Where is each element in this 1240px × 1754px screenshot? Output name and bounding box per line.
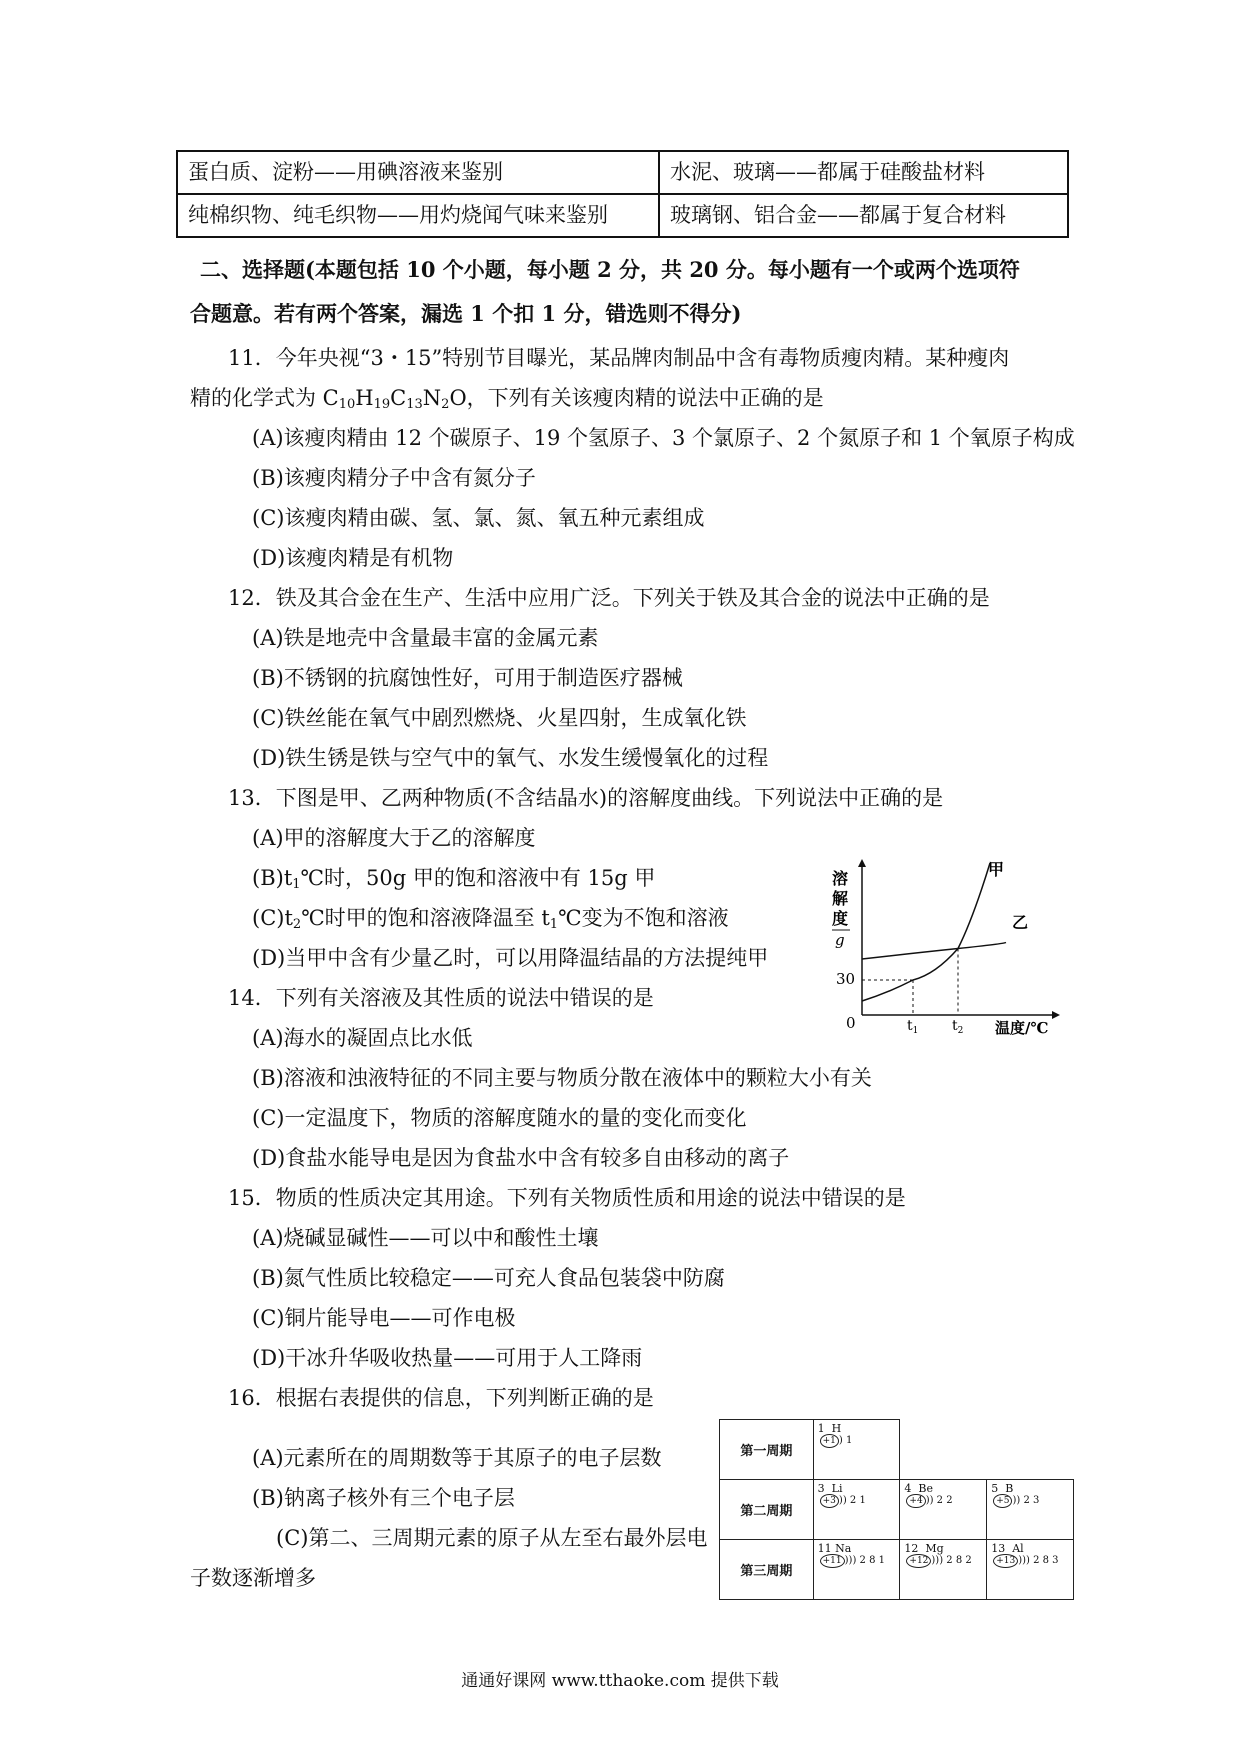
element-cell-li: 3 Li +3 )) 2 1: [813, 1480, 900, 1540]
q11-option-a: (A)该瘦肉精由 12 个碳原子、19 个氢原子、3 个氯原子、2 个氮原子和 1 个氧原子构成: [252, 426, 1075, 450]
element-cell-be: 4 Be +4 )) 2 2: [900, 1480, 987, 1540]
table-row: [177, 194, 1068, 237]
series-label-jia: 甲: [988, 860, 1005, 879]
table-cell: 玻璃钢、铝合金——都属于复合材料: [659, 194, 1068, 237]
x-tick-label-t1: $t_1$: [907, 1018, 919, 1036]
electron-diagram: +11 ))) 2 8 1: [820, 1554, 885, 1568]
q16-option-b: (B)钠离子核外有三个电子层: [252, 1486, 515, 1510]
q16-option-c: (C)第二、三周期元素的原子从左至右最外层电: [276, 1526, 708, 1550]
q13-stem: 13．下图是甲、乙两种物质(不含结晶水)的溶解度曲线。下列说法中正确的是: [228, 786, 944, 810]
y-axis-arrow: [858, 859, 866, 867]
origin-label: 0: [846, 1014, 856, 1032]
q12-stem: 12．铁及其合金在生产、生活中应用广泛。下列关于铁及其合金的说法中正确的是: [228, 586, 990, 610]
q14-option-a: (A)海水的凝固点比水低: [252, 1026, 473, 1050]
q16-stem: 16．根据右表提供的信息，下列判断正确的是: [228, 1386, 654, 1410]
q11-option-b: (B)该瘦肉精分子中含有氮分子: [252, 466, 536, 490]
q15-option-a: (A)烧碱显碱性——可以中和酸性土壤: [252, 1226, 599, 1250]
x-axis-arrow: [1052, 1011, 1060, 1019]
y-label-char: 解: [832, 889, 849, 908]
table-cell: 纯棉织物、纯毛织物——用灼烧闻气味来鉴别: [177, 194, 659, 237]
q12-option-d: (D)铁生锈是铁与空气中的氧气、水发生缓慢氧化的过程: [252, 746, 769, 770]
y-label-char: 度: [832, 909, 849, 928]
table-row: [177, 151, 1068, 194]
q15-option-b: (B)氮气性质比较稳定——可充人食品包装袋中防腐: [252, 1266, 725, 1290]
electron-diagram: +13 ))) 2 8 3: [993, 1554, 1058, 1568]
electron-diagram: +12 ))) 2 8 2: [906, 1554, 971, 1568]
q13-option-b: $(B)t_1℃$时，50g 甲的饱和溶液中有 15g 甲: [252, 866, 656, 892]
q15-stem: 15．物质的性质决定其用途。下列有关物质性质和用途的说法中错误的是: [228, 1186, 906, 1210]
q11-stem: 11．今年央视“3・15”特别节目曝光，某品牌肉制品中含有毒物质瘦肉精。某种瘦肉: [228, 346, 1010, 370]
element-cell-mg: 12 Mg +12 ))) 2 8 2: [900, 1540, 987, 1600]
y-label-char: 溶: [832, 869, 849, 888]
q14-option-b: (B)溶液和浊液特征的不同主要与物质分散在液体中的颗粒大小有关: [252, 1066, 872, 1090]
page-footer: 通通好课网 www.tthaoke.com 提供下载: [461, 1671, 779, 1691]
element-cell-na: 11 Na +11 ))) 2 8 1: [813, 1540, 900, 1600]
q14-option-d: (D)食盐水能导电是因为食盐水中含有较多自由移动的离子: [252, 1146, 790, 1170]
q11-stem-line2: 精的化学式为 $C_{10}H_{19}C_{13}N_2O$，下列有关该瘦肉精的说法中正确的是: [190, 386, 824, 412]
q12-option-c: (C)铁丝能在氧气中剧烈燃烧、火星四射，生成氧化铁: [252, 706, 747, 730]
q12-option-a: (A)铁是地壳中含量最丰富的金属元素: [252, 626, 599, 650]
comparison-table: [176, 150, 1069, 238]
q13-option-c: $(C)t_2℃$时甲的饱和溶液降温至 $t_1℃$变为不饱和溶液: [252, 906, 729, 932]
period-label: 第二周期: [720, 1480, 814, 1540]
y-tick-label: 30: [836, 970, 856, 988]
q15-option-c: (C)铜片能导电——可作电极: [252, 1306, 516, 1330]
q15-option-d: (D)干冰升华吸收热量——可用于人工降雨: [252, 1346, 643, 1370]
period-row-2: [720, 1480, 1074, 1540]
solubility-chart: [820, 855, 1065, 1040]
period-row-1: [720, 1420, 1074, 1480]
q16-option-a: (A)元素所在的周期数等于其原子的电子层数: [252, 1446, 662, 1470]
q14-stem: 14．下列有关溶液及其性质的说法中错误的是: [228, 986, 654, 1010]
q13-option-d: (D)当甲中含有少量乙时，可以用降温结晶的方法提纯甲: [252, 946, 769, 970]
electron-diagram: +1 ) 1: [820, 1434, 853, 1448]
period-label: 第三周期: [720, 1540, 814, 1600]
element-cell-al: 13 Al +13 ))) 2 8 3: [987, 1540, 1074, 1600]
y-unit: g: [835, 931, 845, 949]
q16-option-c-continued: 子数逐渐增多: [190, 1566, 316, 1590]
q14-option-c: (C)一定温度下，物质的溶解度随水的量的变化而变化: [252, 1106, 747, 1130]
period-row-3: [720, 1540, 1074, 1600]
series-line-yi: [862, 943, 1006, 960]
q12-option-b: (B)不锈钢的抗腐蚀性好，可用于制造医疗器械: [252, 666, 683, 690]
q11-option-c: (C)该瘦肉精由碳、氢、氯、氮、氧五种元素组成: [252, 506, 705, 530]
q11-option-d: (D)该瘦肉精是有机物: [252, 546, 454, 570]
section-heading-line2: 合题意。若有两个答案，漏选 1 个扣 1 分，错选则不得分): [190, 301, 742, 326]
period-label: 第一周期: [720, 1420, 814, 1480]
section-heading-line1: 二、选择题(本题包括 10 个小题，每小题 2 分，共 20 分。每小题有一个或两个选项符: [200, 257, 1020, 282]
table-cell: 水泥、玻璃——都属于硅酸盐材料: [659, 151, 1068, 194]
x-axis-label: 温度/℃: [995, 1019, 1049, 1037]
series-label-yi: 乙: [1012, 913, 1029, 932]
electron-diagram: +4 )) 2 2: [906, 1494, 952, 1508]
electron-diagram: +3 )) 2 1: [820, 1494, 866, 1508]
periodic-table-excerpt: [719, 1419, 1074, 1612]
element-cell-h: 1 H +1 ) 1: [813, 1420, 900, 1480]
electron-diagram: +5 )) 2 3: [993, 1494, 1039, 1508]
q13-option-a: (A)甲的溶解度大于乙的溶解度: [252, 826, 536, 850]
element-cell-b: 5 B +5 )) 2 3: [987, 1480, 1074, 1540]
x-tick-label-t2: $t_2$: [952, 1018, 964, 1036]
table-cell: 蛋白质、淀粉——用碘溶液来鉴别: [177, 151, 659, 194]
